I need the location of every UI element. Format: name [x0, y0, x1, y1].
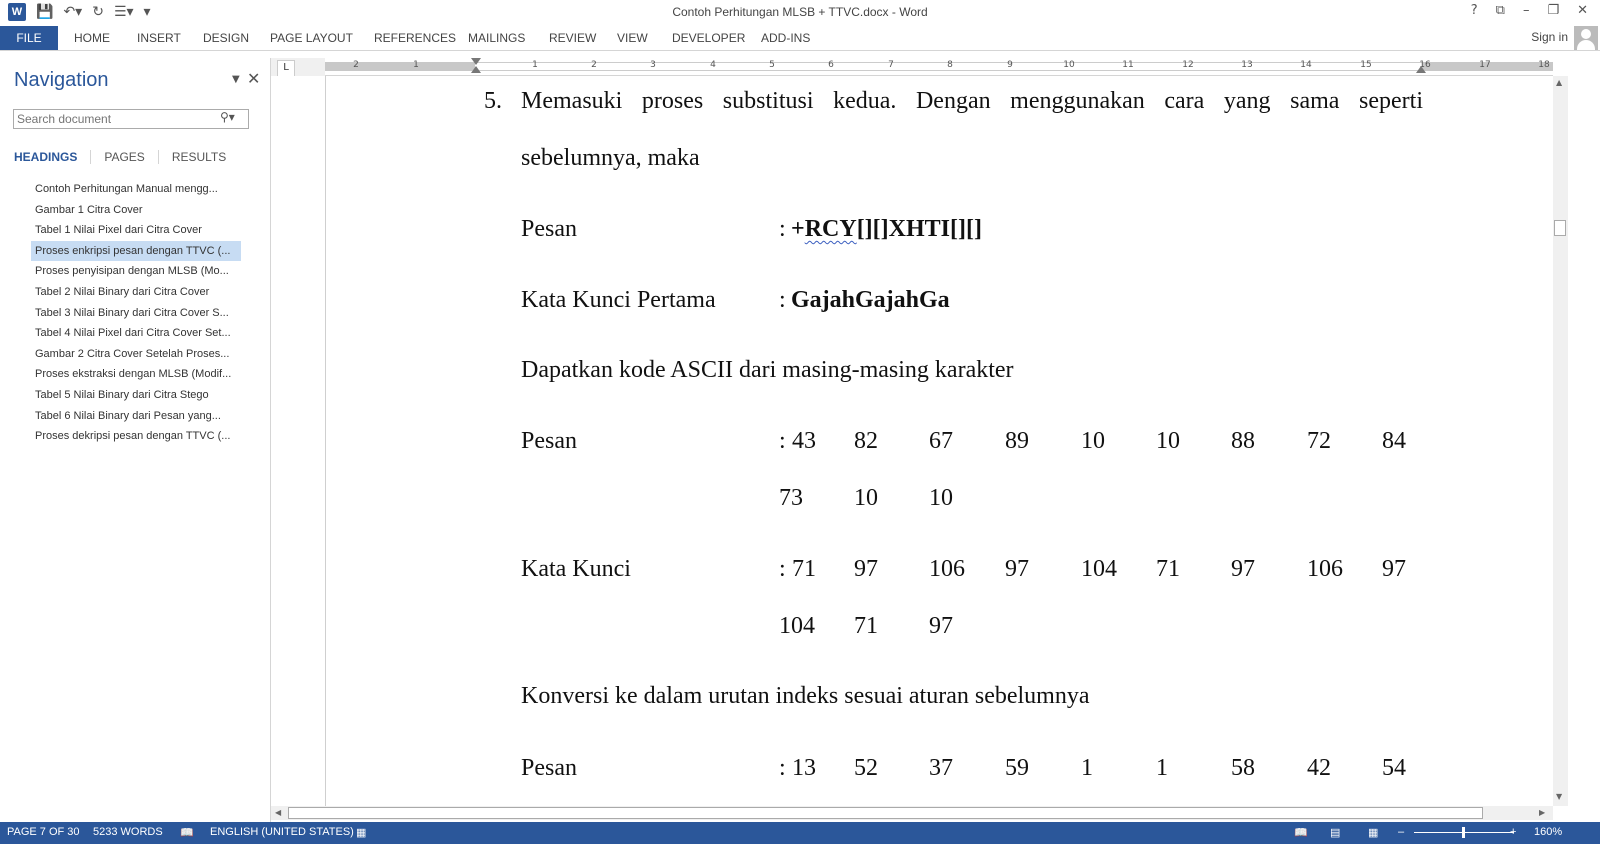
index-value: 37	[929, 755, 953, 781]
list-number: 5.	[484, 88, 502, 114]
navigation-pane	[0, 58, 271, 840]
colon: :	[779, 216, 786, 242]
ruler-number: 12	[1182, 60, 1194, 70]
ribbon-display-options-icon[interactable]: ⧉	[1495, 3, 1505, 18]
heading-item[interactable]: Tabel 4 Nilai Pixel dari Citra Cover Set...	[35, 327, 231, 340]
heading-item[interactable]: Contoh Perhitungan Manual mengg...	[35, 183, 218, 195]
ruler-number: 10	[1063, 60, 1075, 70]
ascii-value: 67	[929, 428, 953, 454]
ascii-value: 73	[779, 485, 803, 511]
scroll-down-icon[interactable]: ▼	[1556, 792, 1563, 801]
ascii-value: 97	[1231, 556, 1255, 582]
heading-item[interactable]: Proses penyisipan dengan MLSB (Mo...	[35, 265, 229, 278]
zoom-out-icon[interactable]: –	[1398, 826, 1405, 838]
ascii-value: 10	[929, 485, 953, 511]
page-edge	[325, 76, 326, 806]
heading-item[interactable]: Tabel 6 Nilai Binary dari Pesan yang...	[35, 409, 221, 422]
ascii-value: 97	[929, 613, 953, 639]
word-count[interactable]: 5233 WORDS	[93, 826, 163, 838]
scroll-thumb[interactable]	[288, 807, 1483, 819]
ascii-value: 84	[1382, 428, 1406, 454]
tab-design[interactable]: DESIGN	[203, 31, 250, 45]
ruler-number: 2	[353, 60, 359, 70]
ascii-value: 71	[792, 556, 816, 582]
heading-item[interactable]: Gambar 2 Citra Cover Setelah Proses...	[35, 347, 230, 360]
ascii-kunci-label: Kata Kunci	[521, 556, 631, 582]
numbering-icon[interactable]: ☰▾	[113, 4, 134, 20]
ruler-number: 16	[1419, 60, 1431, 70]
window-controls	[1471, 3, 1588, 18]
read-mode-icon[interactable]: 📖	[1294, 827, 1308, 839]
page-count[interactable]: PAGE 7 OF 30	[7, 826, 80, 838]
pane-options-icon[interactable]: ▼	[232, 74, 240, 85]
sign-in-link[interactable]: Sign in	[1531, 30, 1568, 44]
pesan-label: Pesan	[521, 216, 577, 242]
ruler-number: 7	[888, 60, 894, 70]
ascii-value: 97	[1382, 556, 1406, 582]
language-indicator[interactable]: ENGLISH (UNITED STATES)	[210, 826, 354, 838]
index-value: 52	[854, 755, 878, 781]
zoom-in-icon[interactable]: +	[1510, 826, 1517, 838]
restore-icon[interactable]: ❐	[1547, 3, 1560, 18]
pesan-value: +RCY[][]XHTI[][]	[791, 216, 982, 242]
web-layout-icon[interactable]: ▦	[1368, 827, 1379, 839]
tab-page-layout[interactable]: PAGE LAYOUT	[270, 31, 353, 45]
ruler-number: 17	[1479, 60, 1491, 70]
ruler-number: 18	[1538, 60, 1550, 70]
tab-view[interactable]: VIEW	[617, 31, 648, 45]
ribbon-tabs	[0, 26, 1600, 51]
ruler-left-margin	[325, 62, 475, 71]
heading-item[interactable]: Gambar 1 Citra Cover	[35, 203, 143, 216]
right-indent-marker[interactable]	[1416, 66, 1426, 73]
tab-references[interactable]: REFERENCES	[374, 31, 457, 45]
konversi-heading: Konversi ke dalam urutan indeks sesuai aturan sebelumnya	[521, 683, 1090, 709]
ruler-number: 1	[413, 60, 419, 70]
heading-item[interactable]: Proses dekripsi pesan dengan TTVC (...	[35, 430, 231, 443]
ruler-number: 1	[532, 60, 538, 70]
heading-item[interactable]: Tabel 5 Nilai Binary dari Citra Stego	[35, 388, 209, 401]
ruler-number: 8	[947, 60, 953, 70]
ascii-value: 97	[1005, 556, 1029, 582]
window-title: Contoh Perhitungan MLSB + TTVC.docx - Word	[672, 5, 928, 19]
ruler-number: 15	[1360, 60, 1372, 70]
index-value: 13	[792, 755, 816, 781]
navigation-tabs	[14, 150, 239, 164]
search-icon[interactable]: ⚲▾	[220, 110, 235, 124]
tab-selector-icon[interactable]: L	[277, 60, 295, 78]
colon: :	[779, 556, 786, 582]
ruler-number: 4	[710, 60, 716, 70]
ascii-value: 97	[854, 556, 878, 582]
ruler-number: 2	[591, 60, 597, 70]
proofing-icon[interactable]: 📖	[180, 827, 194, 839]
heading-item[interactable]: Tabel 3 Nilai Binary dari Citra Cover S...	[35, 306, 229, 319]
index-pesan-label: Pesan	[521, 755, 577, 781]
tab-file[interactable]: FILE	[0, 26, 58, 50]
colon: :	[779, 428, 786, 454]
scroll-right-icon[interactable]: ▶	[1539, 808, 1546, 817]
ascii-value: 10	[854, 485, 878, 511]
ascii-value: 89	[1005, 428, 1029, 454]
scroll-thumb[interactable]	[1554, 220, 1566, 236]
scroll-left-icon[interactable]: ◀	[275, 808, 282, 817]
horizontal-scrollbar[interactable]	[271, 806, 1553, 820]
vertical-scrollbar[interactable]	[1553, 76, 1568, 806]
index-value: 1	[1156, 755, 1168, 781]
print-layout-icon[interactable]: ▤	[1330, 827, 1341, 839]
scroll-up-icon[interactable]: ▲	[1556, 78, 1563, 87]
undo-icon[interactable]: ↶▾	[63, 4, 83, 20]
horizontal-ruler[interactable]	[325, 58, 1553, 76]
search-document-input[interactable]	[13, 109, 249, 129]
ruler-number: 5	[769, 60, 775, 70]
ascii-value: 106	[929, 556, 965, 582]
ascii-value: 82	[854, 428, 878, 454]
tab-pages[interactable]: PAGES	[90, 150, 157, 164]
heading-item[interactable]: Tabel 2 Nilai Binary dari Citra Cover	[35, 285, 210, 298]
customize-qat-icon[interactable]: ▾	[143, 4, 151, 20]
index-value: 59	[1005, 755, 1029, 781]
word-logo-icon: W	[8, 3, 26, 21]
hanging-indent-marker[interactable]	[471, 66, 481, 73]
tab-developer[interactable]: DEVELOPER	[672, 31, 746, 45]
colon: :	[779, 755, 786, 781]
ascii-value: 10	[1081, 428, 1105, 454]
help-icon[interactable]: ?	[1470, 3, 1478, 18]
ruler-number: 6	[828, 60, 834, 70]
index-value: 42	[1307, 755, 1331, 781]
ruler-number: 3	[650, 60, 656, 70]
ascii-value: 71	[1156, 556, 1180, 582]
index-value: 54	[1382, 755, 1406, 781]
tab-review[interactable]: REVIEW	[549, 31, 597, 45]
redo-icon[interactable]: ↻	[92, 4, 104, 20]
headings-list	[31, 179, 241, 447]
ruler-number: 14	[1300, 60, 1312, 70]
ascii-value: 43	[792, 428, 816, 454]
index-value: 1	[1081, 755, 1093, 781]
ruler-number: 9	[1007, 60, 1013, 70]
heading-item-selected[interactable]: Proses enkripsi pesan dengan TTVC (...	[31, 241, 241, 262]
tab-insert[interactable]: INSERT	[137, 31, 181, 45]
ascii-value: 10	[1156, 428, 1180, 454]
tab-results[interactable]: RESULTS	[158, 150, 239, 164]
avatar-icon[interactable]	[1574, 26, 1598, 50]
tab-mailings[interactable]: MAILINGS	[468, 31, 526, 45]
status-bar	[0, 822, 1600, 844]
tab-add-ins[interactable]: ADD-INS	[761, 31, 811, 45]
ascii-value: 104	[779, 613, 815, 639]
tab-headings[interactable]: HEADINGS	[14, 150, 78, 164]
ascii-pesan-label: Pesan	[521, 428, 577, 454]
heading-item[interactable]: Tabel 1 Nilai Pixel dari Citra Cover	[35, 224, 202, 237]
paragraph-line: sebelumnya, maka	[521, 145, 700, 171]
ascii-value: 88	[1231, 428, 1255, 454]
tab-home[interactable]: HOME	[74, 31, 110, 45]
close-icon[interactable]: ✕	[1577, 3, 1588, 18]
ruler-number: 11	[1122, 60, 1134, 70]
minimize-icon[interactable]: –	[1522, 3, 1530, 18]
ascii-value: 104	[1081, 556, 1117, 582]
save-icon[interactable]: 💾	[36, 4, 54, 20]
macro-record-icon[interactable]: ▦	[356, 827, 367, 839]
title-bar	[0, 0, 1600, 26]
ascii-value: 72	[1307, 428, 1331, 454]
kunci-pertama-value: GajahGajahGa	[791, 287, 950, 313]
heading-item[interactable]: Proses ekstraksi dengan MLSB (Modif...	[35, 368, 232, 381]
index-value: 58	[1231, 755, 1255, 781]
spelling-error[interactable]: RCY	[804, 216, 857, 242]
navigation-title: Navigation	[14, 69, 109, 91]
ruler-number: 13	[1241, 60, 1253, 70]
ascii-value: 71	[854, 613, 878, 639]
ascii-value: 106	[1307, 556, 1343, 582]
colon: :	[779, 287, 786, 313]
first-line-indent-marker[interactable]	[471, 58, 481, 65]
zoom-slider-thumb[interactable]	[1462, 827, 1465, 838]
paragraph-line: Memasuki proses substitusi kedua. Dengan menggunakan cara yang sama seperti	[521, 88, 1423, 114]
close-pane-icon[interactable]: ✕	[247, 69, 261, 88]
ascii-heading: Dapatkan kode ASCII dari masing-masing karakter	[521, 357, 1014, 383]
kunci-pertama-label: Kata Kunci Pertama	[521, 287, 716, 313]
zoom-level[interactable]: 160%	[1534, 826, 1563, 838]
